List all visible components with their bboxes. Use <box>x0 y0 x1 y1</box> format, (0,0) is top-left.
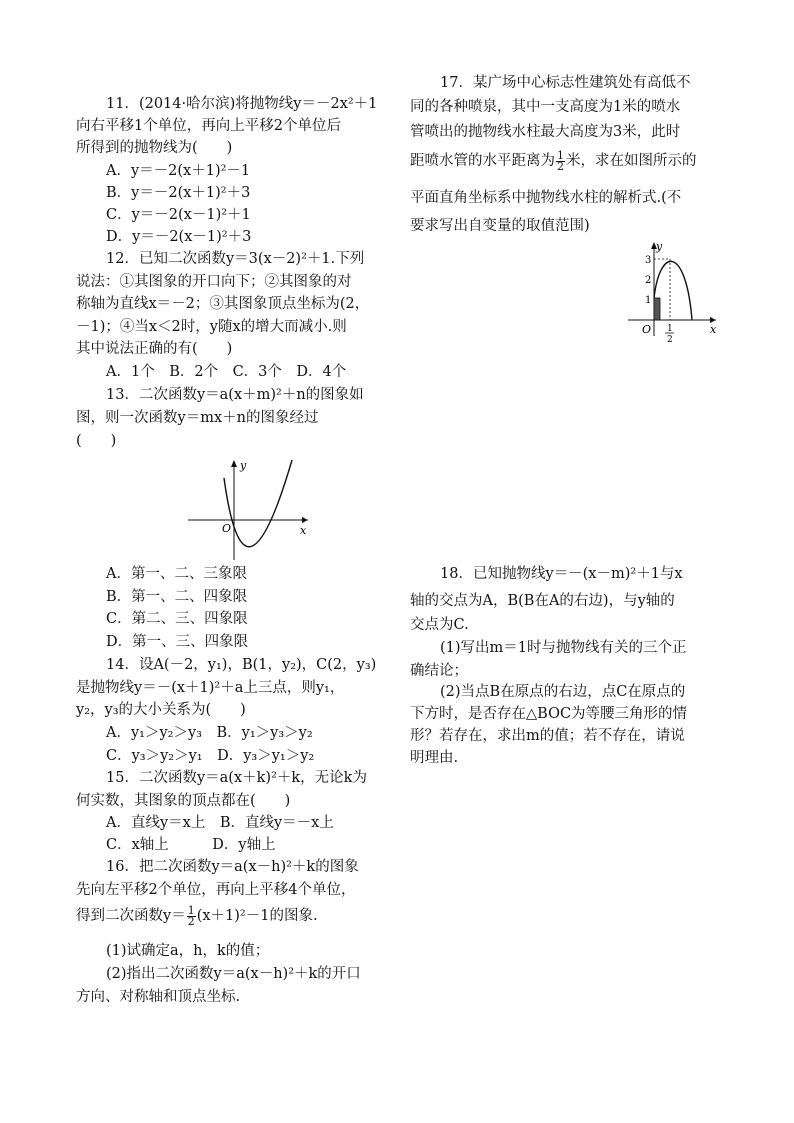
q18-sub-2-line-1: (2)当点B在原点的右边，点C在原点的 <box>440 684 686 700</box>
q16-fraction <box>187 903 196 928</box>
q13-graph <box>186 456 386 564</box>
q16-line-1: 16．把二次函数y＝a(x－h)²＋k的图象 <box>106 859 359 875</box>
q13-line-1: 13．二次函数y＝a(x＋m)²＋n的图象如 <box>106 387 364 403</box>
q18-sub-2-line-3: 形？若存在，求出m的值；若不存在，请说 <box>410 728 685 744</box>
q12-options: A．1个 B．2个 C．3个 D．4个 <box>106 364 347 380</box>
q12-line-2: 说法：①其图象的开口向下；②其图象的对 <box>76 274 352 290</box>
q17-line-4-pre: 距喷水管的水平距离为 <box>410 153 555 169</box>
q16-fraction-numerator: 1 <box>187 903 195 917</box>
q13-line-2: 图，则一次函数y＝mx＋n的图象经过 <box>76 410 319 426</box>
q17-water-pipe <box>654 298 660 320</box>
q14-line-1: 14．设A(－2，y₁)，B(1，y₂)，C(2，y₃) <box>106 657 377 673</box>
q16-line-3-pre: 得到二次函数y＝ <box>76 908 186 924</box>
q17-line-4 <box>410 150 697 172</box>
q11-line-2: 向右平移1个单位，再向上平移2个单位后 <box>76 118 341 134</box>
q16-fraction-denominator: 2 <box>187 914 195 928</box>
q11-line-1: 11．(2014·哈尔滨)将抛物线y＝－2x²＋1 <box>106 96 378 112</box>
q18-line-2: 轴的交点为A，B(B在A的右边)，与y轴的 <box>410 593 675 609</box>
q11-option-c: C．y＝－2(x－1)²＋1 <box>106 207 251 223</box>
q15-options-cd: C．x轴上 D．y轴上 <box>106 837 276 853</box>
q16-sub-1: (1)试确定a，h，k的值； <box>106 943 270 959</box>
q17-tick-half-numerator: 1 <box>667 324 673 334</box>
q17-fraction-denominator: 2 <box>557 159 564 173</box>
q15-line-2: 何实数，其图象的顶点都在( ) <box>76 793 291 809</box>
q11-option-b: B．y＝－2(x＋1)²＋3 <box>106 185 251 201</box>
q17-fraction <box>556 148 565 173</box>
q12-line-4: －1)；④当x＜2时，y随x的增大而减小.则 <box>76 319 347 335</box>
q17-tick-2: 2 <box>645 275 652 286</box>
q13-origin-label: O <box>222 522 232 535</box>
q14-options-cd: C．y₃＞y₂＞y₁ D．y₃＞y₁＞y₂ <box>106 748 315 764</box>
q18-sub-2-line-4: 明理由. <box>410 750 459 766</box>
q11-option-a: A．y＝－2(x＋1)²－1 <box>106 163 251 179</box>
q16-line-3-post: (x＋1)²－1的图象. <box>196 908 318 924</box>
q18-line-1: 18．已知抛物线y＝－(x－m)²＋1与x <box>440 566 683 582</box>
q12-line-5: 其中说法正确的有( ) <box>76 341 233 357</box>
q13-y-label: y <box>240 459 247 472</box>
q11-line-3: 所得到的抛物线为( ) <box>76 140 233 156</box>
q13-option-a: A．第一、二、三象限 <box>106 566 247 582</box>
q17-tick-3: 3 <box>645 255 652 266</box>
q14-line-2: 是抛物线y＝－(x＋1)²＋a上三点，则y₁， <box>76 680 345 696</box>
q11-option-d: D．y＝－2(x－1)²＋3 <box>106 229 252 245</box>
q14-line-3: y₂，y₃的大小关系为( ) <box>76 702 246 718</box>
q17-line-6: 要求写出自变量的取值范围) <box>410 218 590 234</box>
q17-line-3: 管喷出的抛物线水柱最大高度为3米，此时 <box>410 124 681 140</box>
q18-sub-2-line-2: 下方时，是否存在△BOC为等腰三角形的情 <box>410 706 688 722</box>
q15-options-ab: A．直线y＝x上 B．直线y＝－x上 <box>106 815 334 831</box>
q13-option-b: B．第一、二、四象限 <box>106 589 248 605</box>
q16-sub-2-line-1: (2)指出二次函数y＝a(x－h)²＋k的开口 <box>106 966 361 982</box>
q17-line-2: 同的各种喷泉，其中一支高度为1米的喷水 <box>410 99 681 115</box>
q13-x-arrow <box>302 517 308 523</box>
q13-option-c: C．第二、三、四象限 <box>106 611 248 627</box>
q18-line-3: 交点为C. <box>410 617 469 633</box>
q12-line-1: 12．已知二次函数y＝3(x－2)²＋1.下列 <box>106 251 365 267</box>
q14-options-ab: A．y₁＞y₂＞y₃ B．y₁＞y₃＞y₂ <box>106 725 313 741</box>
q17-x-label: x <box>710 323 717 336</box>
q17-tick-1: 1 <box>645 295 652 306</box>
q17-line-1: 17．某广场中心标志性建筑处有高低不 <box>440 75 691 91</box>
q13-y-arrow <box>231 460 237 467</box>
q13-option-d: D．第一、三、四象限 <box>106 634 249 650</box>
q18-sub-1-line-1: (1)写出m＝1时与抛物线有关的三个正 <box>440 640 687 656</box>
q16-line-3 <box>76 905 318 927</box>
q15-line-1: 15．二次函数y＝a(x＋k)²＋k，无论k为 <box>106 770 367 786</box>
q13-line-3: ( ) <box>76 433 117 449</box>
q17-fraction-numerator: 1 <box>557 148 564 162</box>
q16-sub-2-line-2: 方向、对称轴和顶点坐标. <box>76 989 241 1005</box>
q13-x-label: x <box>300 524 307 537</box>
q17-tick-half-denominator: 2 <box>667 335 673 345</box>
q17-y-label: y <box>656 240 663 253</box>
q12-line-3: 称轴为直线x＝－2；③其图象顶点坐标为(2， <box>76 296 370 312</box>
q17-line-4-post: 米，求在如图所示的 <box>566 153 697 169</box>
q18-sub-1-line-2: 确结论； <box>410 663 468 679</box>
q17-line-5: 平面直角坐标系中抛物线水柱的解析式.(不 <box>410 190 682 206</box>
q17-graph <box>626 236 726 346</box>
q16-line-2: 先向左平移2个单位，再向上平移4个单位， <box>76 882 356 898</box>
q17-origin-label: O <box>642 323 652 336</box>
